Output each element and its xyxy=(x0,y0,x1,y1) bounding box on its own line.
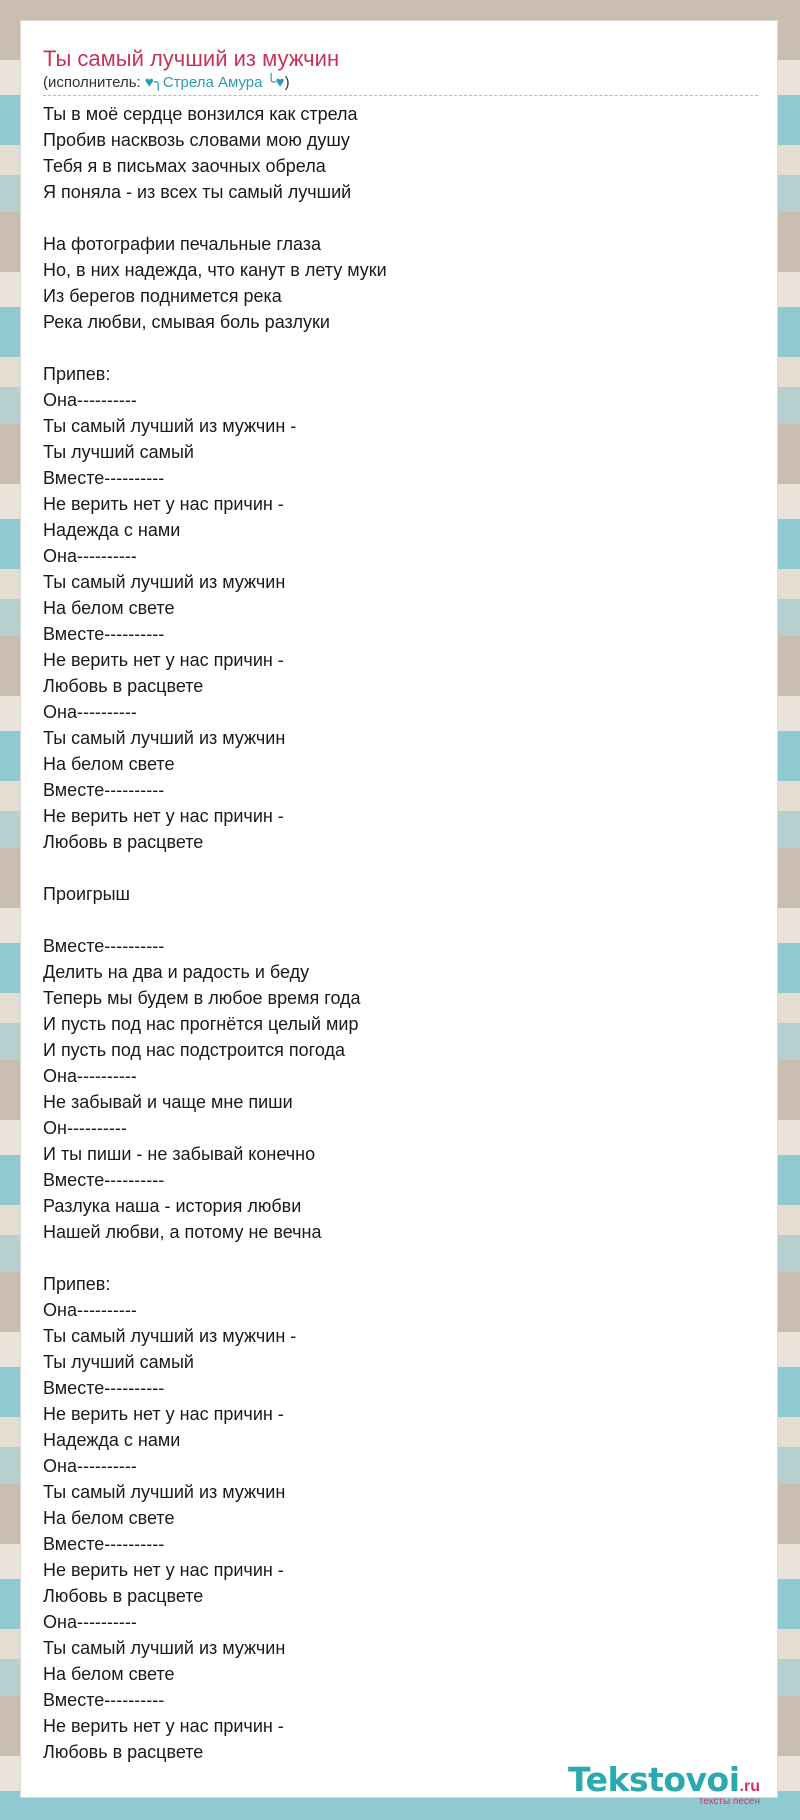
lyrics-card xyxy=(20,20,778,1798)
logo-wordmark: Tekstovoi xyxy=(568,1760,740,1799)
lyric-line: Я поняла - из всех ты самый лучший xyxy=(43,182,352,202)
lyric-line: Пробив насквозь словами мою душу xyxy=(43,130,350,150)
lyric-line: Он---------- xyxy=(43,1118,127,1138)
lyric-line: Река любви, смывая боль разлуки xyxy=(43,312,330,332)
artist-line xyxy=(43,73,290,93)
lyric-line xyxy=(43,1245,387,1271)
lyric-line: Не верить нет у нас причин - xyxy=(43,650,284,670)
lyric-line: Припев: xyxy=(43,364,111,384)
lyric-line: Вместе---------- xyxy=(43,1690,165,1710)
lyric-line: Вместе---------- xyxy=(43,468,165,488)
artist-suffix: ) xyxy=(284,74,290,91)
lyric-line: На белом свете xyxy=(43,754,175,774)
lyric-line: Вместе---------- xyxy=(43,1378,165,1398)
lyric-line: Тебя я в письмах заочных обрела xyxy=(43,156,326,176)
lyric-line: Вместе---------- xyxy=(43,624,165,644)
logo-tld: .ru xyxy=(739,1778,760,1795)
lyric-line: Из берегов поднимется река xyxy=(43,286,282,306)
lyric-line: Надежда с нами xyxy=(43,520,181,540)
lyric-line: Ты самый лучший из мужчин xyxy=(43,728,286,748)
lyric-line: Вместе---------- xyxy=(43,936,165,956)
lyric-line: Ты самый лучший из мужчин xyxy=(43,572,286,592)
logo-tagline: тексты песен xyxy=(698,1796,760,1807)
title-divider xyxy=(43,95,758,96)
lyric-line: На белом свете xyxy=(43,598,175,618)
lyric-line: Не верить нет у нас причин - xyxy=(43,806,284,826)
lyric-line: Она---------- xyxy=(43,1066,137,1086)
lyric-line xyxy=(43,907,387,933)
lyric-line: Ты самый лучший из мужчин - xyxy=(43,1326,297,1346)
lyric-line: Надежда с нами xyxy=(43,1430,181,1450)
song-title: Ты самый лучший из мужчин xyxy=(43,46,340,71)
lyric-line: Ты самый лучший из мужчин xyxy=(43,1638,286,1658)
lyric-line: На фотографии печальные глаза xyxy=(43,234,322,254)
lyric-line: Любовь в расцвете xyxy=(43,832,204,852)
lyric-line: Она---------- xyxy=(43,390,137,410)
lyric-line: Теперь мы будем в любое время года xyxy=(43,988,361,1008)
lyric-line: Она---------- xyxy=(43,702,137,722)
lyric-line xyxy=(43,205,387,231)
lyric-line: Ты в моё сердце вонзился как стрела xyxy=(43,104,358,124)
lyric-line: Проигрыш xyxy=(43,884,130,904)
lyric-line: На белом свете xyxy=(43,1508,175,1528)
lyric-line: Она---------- xyxy=(43,546,137,566)
lyric-line: Нашей любви, а потому не вечна xyxy=(43,1222,322,1242)
lyric-line: Не верить нет у нас причин - xyxy=(43,494,284,514)
lyric-line: Вместе---------- xyxy=(43,780,165,800)
lyric-line: Любовь в расцвете xyxy=(43,1742,204,1762)
lyric-line: Не верить нет у нас причин - xyxy=(43,1560,284,1580)
lyric-line: Не верить нет у нас причин - xyxy=(43,1716,284,1736)
lyric-line: Припев: xyxy=(43,1274,111,1294)
site-logo[interactable] xyxy=(568,1760,760,1807)
lyric-line: Она---------- xyxy=(43,1456,137,1476)
lyric-line: Не верить нет у нас причин - xyxy=(43,1404,284,1424)
artist-link[interactable]: ♥╮Стрела Амура ╰♥ xyxy=(144,74,285,91)
lyric-line: Любовь в расцвете xyxy=(43,1586,204,1606)
lyric-line: На белом свете xyxy=(43,1664,175,1684)
lyric-line xyxy=(43,855,387,881)
lyric-line: Делить на два и радость и беду xyxy=(43,962,310,982)
lyric-line: Ты лучший самый xyxy=(43,442,194,462)
lyric-line: Ты лучший самый xyxy=(43,1352,194,1372)
lyric-line: Ты самый лучший из мужчин - xyxy=(43,416,297,436)
lyrics-text xyxy=(43,101,387,1765)
lyric-line: Вместе---------- xyxy=(43,1170,165,1190)
lyric-line: Разлука наша - история любви xyxy=(43,1196,302,1216)
lyric-line: Ты самый лучший из мужчин xyxy=(43,1482,286,1502)
artist-prefix: (исполнитель: xyxy=(43,74,141,91)
lyric-line: Она---------- xyxy=(43,1612,137,1632)
lyric-line: Но, в них надежда, что канут в лету муки xyxy=(43,260,387,280)
lyric-line: Вместе---------- xyxy=(43,1534,165,1554)
lyric-line: И пусть под нас прогнётся целый мир xyxy=(43,1014,359,1034)
lyric-line: Не забывай и чаще мне пиши xyxy=(43,1092,293,1112)
lyric-line: И ты пиши - не забывай конечно xyxy=(43,1144,316,1164)
lyric-line: Любовь в расцвете xyxy=(43,676,204,696)
lyric-line xyxy=(43,335,387,361)
lyric-line: И пусть под нас подстроится погода xyxy=(43,1040,345,1060)
lyric-line: Она---------- xyxy=(43,1300,137,1320)
